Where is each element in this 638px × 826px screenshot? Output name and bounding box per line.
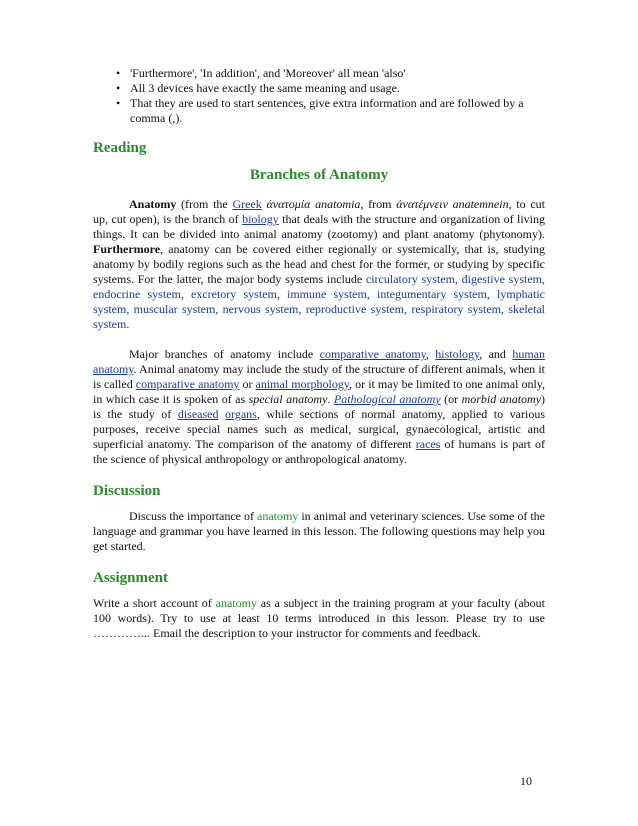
text-run: , — [425, 347, 436, 361]
text-run: . — [126, 317, 130, 331]
text-run: , and — [479, 347, 513, 361]
text-run: , while sections of normal anatomy, applied to various purposes, receive special names such as medical, surgical, gynaecological, artistic and superficial anatomy. The comparison of the anatomy of different — [93, 407, 546, 451]
term-furthermore: Furthermore — [93, 242, 161, 256]
anatomy-keyword: anatomy — [215, 596, 257, 610]
assignment-heading: Assignment — [93, 570, 169, 586]
text-run: , or it may be limited to one animal only, in which case it is spoken of as — [93, 377, 546, 406]
reading-paragraph-1 — [93, 197, 545, 332]
text-run: of humans is part of the science of physical anthropology or anthropological anatomy. — [93, 437, 545, 466]
summary-bullets — [93, 66, 545, 126]
histology-link[interactable]: histology — [435, 347, 480, 361]
text-run: Discuss the importance of — [129, 509, 258, 523]
text-run: . Animal anatomy may include the study of the structure of different animals, when it is called — [93, 362, 545, 391]
text-run: (or — [440, 392, 462, 406]
text-run: as a subject in the training program at your faculty (about 100 words). Try to use at least 10 terms introduced in this lesson. Please try to use …………... Email the description to your instructor for comments and feedback. — [93, 596, 545, 640]
text-run: in animal and veterinary sciences. Use some of the language and grammar you have learned in this lesson. The following questions may help you get started. — [93, 509, 545, 553]
bullet-item: • 'Furthermore', 'In addition', and 'Moreover' all mean 'also' — [130, 66, 545, 81]
comparative-anatomy-link[interactable]: comparative anatomy — [319, 347, 426, 361]
text-run: ) is the study of — [93, 392, 546, 421]
pathological-anatomy-link[interactable]: Pathological anatomy — [333, 392, 441, 406]
text-run: . — [327, 392, 334, 406]
assignment-paragraph — [93, 596, 545, 641]
biology-link[interactable]: biology — [242, 212, 279, 226]
greek-link[interactable]: Greek — [232, 197, 262, 211]
discussion-paragraph — [93, 509, 545, 554]
term-anatomy: Anatomy — [129, 197, 177, 211]
comparative-anatomy-link[interactable]: comparative anatomy — [135, 377, 240, 391]
bullet-item: • That they are used to start sentences, give extra information and are followed by a comma (,). — [130, 96, 545, 126]
human-anatomy-link[interactable]: human anatomy — [93, 347, 546, 376]
reading-paragraph-2 — [93, 347, 545, 467]
text-run: , anatomy can be covered either regionally or systemically, that is, studying anatomy by bodily regions such as the head and chest for the former, or studying by specific systems. For the latter, the major body systems include — [93, 242, 545, 286]
text-run: , from — [360, 197, 397, 211]
reading-heading: Reading — [93, 140, 147, 156]
animal-morphology-link[interactable]: animal morphology — [255, 377, 350, 391]
text-run: Major branches of anatomy include — [129, 347, 320, 361]
text-run: or — [239, 377, 256, 391]
diseased-link[interactable]: diseased — [177, 407, 219, 421]
text-run: (from the — [176, 197, 233, 211]
discussion-heading: Discussion — [93, 483, 161, 499]
organs-link[interactable]: organs — [225, 407, 257, 421]
text-run: , to cut up, cut open), is the branch of — [93, 197, 546, 226]
page-number: 10 — [520, 774, 532, 788]
page-content — [93, 66, 545, 641]
greek-term: ἀνατομία anatomia — [261, 197, 361, 211]
text-run: Write a short account of — [93, 596, 216, 610]
special-anatomy-term: special anatomy — [248, 392, 328, 406]
anatomy-keyword: anatomy — [257, 509, 299, 523]
morbid-anatomy-term: morbid anatomy — [461, 392, 542, 406]
reading-title: Branches of Anatomy — [249, 167, 389, 183]
text-run: that deals with the structure and organization of living things. It can be divided into animal anatomy (zootomy) and plant anatomy (phytonomy). — [93, 212, 545, 241]
greek-verb: ἀνατέμνειν anatemnein — [396, 197, 509, 211]
races-link[interactable]: races — [415, 437, 441, 451]
bullet-item: • All 3 devices have exactly the same meaning and usage. — [130, 81, 545, 96]
body-systems-list: circulatory system, digestive system, endocrine system, excretory system, immune system, integumentary system, lymphatic system, muscular system, nervous system, reproductive system, respiratory system, skeletal system — [93, 272, 545, 331]
